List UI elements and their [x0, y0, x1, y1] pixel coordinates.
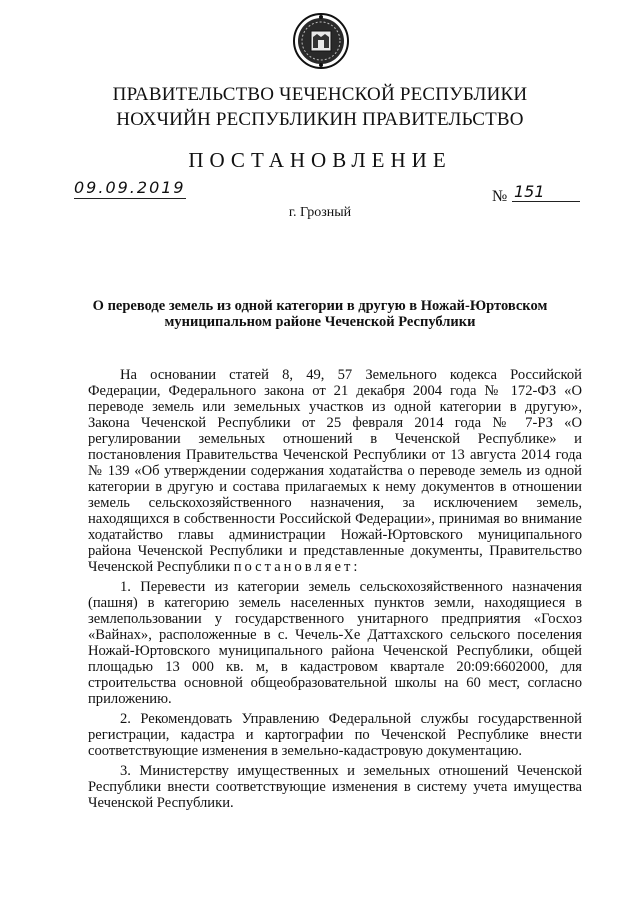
- organization-name-chechen: НОХЧИЙН РЕСПУБЛИКИН ПРАВИТЕЛЬСТВО: [116, 109, 524, 130]
- preamble-text: На основании статей 8, 49, 57 Земельного кодекса Российской Федерации, Федерального закона от 21 декабря 2004 года № 172-ФЗ «О переводе земель или земельных участков из одной категории в другую», Закона Чеченской Республики от 25 февраля 2014 года № 7-РЗ «О регулировании земельных отношений в Чеченской Республике» и постановления Правительства Чеченской Республики от 13 августа 2014 года № 139 «Об утверждении содержания ходатайства о переводе земель из одной категории в другую и состава прилагаемых к нему документов в отношении земель сельскохозяйственного назначения, за исключением земель, находящихся в собственности Российской Федерации», принимая во внимание ходатайство главы администрации Ножай-Юртовского муниципального района Чеченской Республики и представленные документы, Правительство Чеченской Республики: [88, 367, 582, 575]
- chechen-republic-emblem-icon: [292, 12, 350, 70]
- document-number: 151: [512, 182, 580, 202]
- decree-item: 2. Рекомендовать Управлению Федеральной службы государственной регистрации, кадастра и картографии по Чеченской Республике внести соответствующие изменения в земельно-кадастровую документацию.: [88, 711, 582, 759]
- city: г. Грозный: [288, 205, 352, 220]
- decree-item: 3. Министерству имущественных и земельных отношений Чеченской Республики внести соответствующие изменения в систему учета имущества Чеченской Республики.: [88, 763, 582, 811]
- document-type: ПОСТАНОВЛЕНИЕ: [188, 148, 452, 172]
- document-date: 09.09.2019: [74, 178, 186, 197]
- decree-item: 1. Перевести из категории земель сельскохозяйственного назначения (пашня) в категорию земель населенных пунктов земли, находящиеся в землепользовании у государственного унитарного предприятия «Госхоз «Вайнах», расположенные в с. Чечель-Хе Даттахского сельского поселения Ножай-Юртовского муниципального района Чеченской Республики, общей площадью 13 000 кв. м, в кадастровом квартале 20:09:6602000, для строительства основной общеобразовательной школы на 60 мест, согласно приложению.: [88, 579, 582, 707]
- document-body: [88, 367, 582, 815]
- decree-word: постановляет:: [233, 559, 361, 575]
- preamble-paragraph: [88, 367, 582, 575]
- document-title: О переводе земель из одной категории в другую в Ножай-Юртовском муниципальном районе Чеченской Республики: [92, 298, 548, 330]
- number-sign: №: [492, 188, 508, 205]
- organization-name: ПРАВИТЕЛЬСТВО ЧЕЧЕНСКОЙ РЕСПУБЛИКИ: [112, 84, 528, 105]
